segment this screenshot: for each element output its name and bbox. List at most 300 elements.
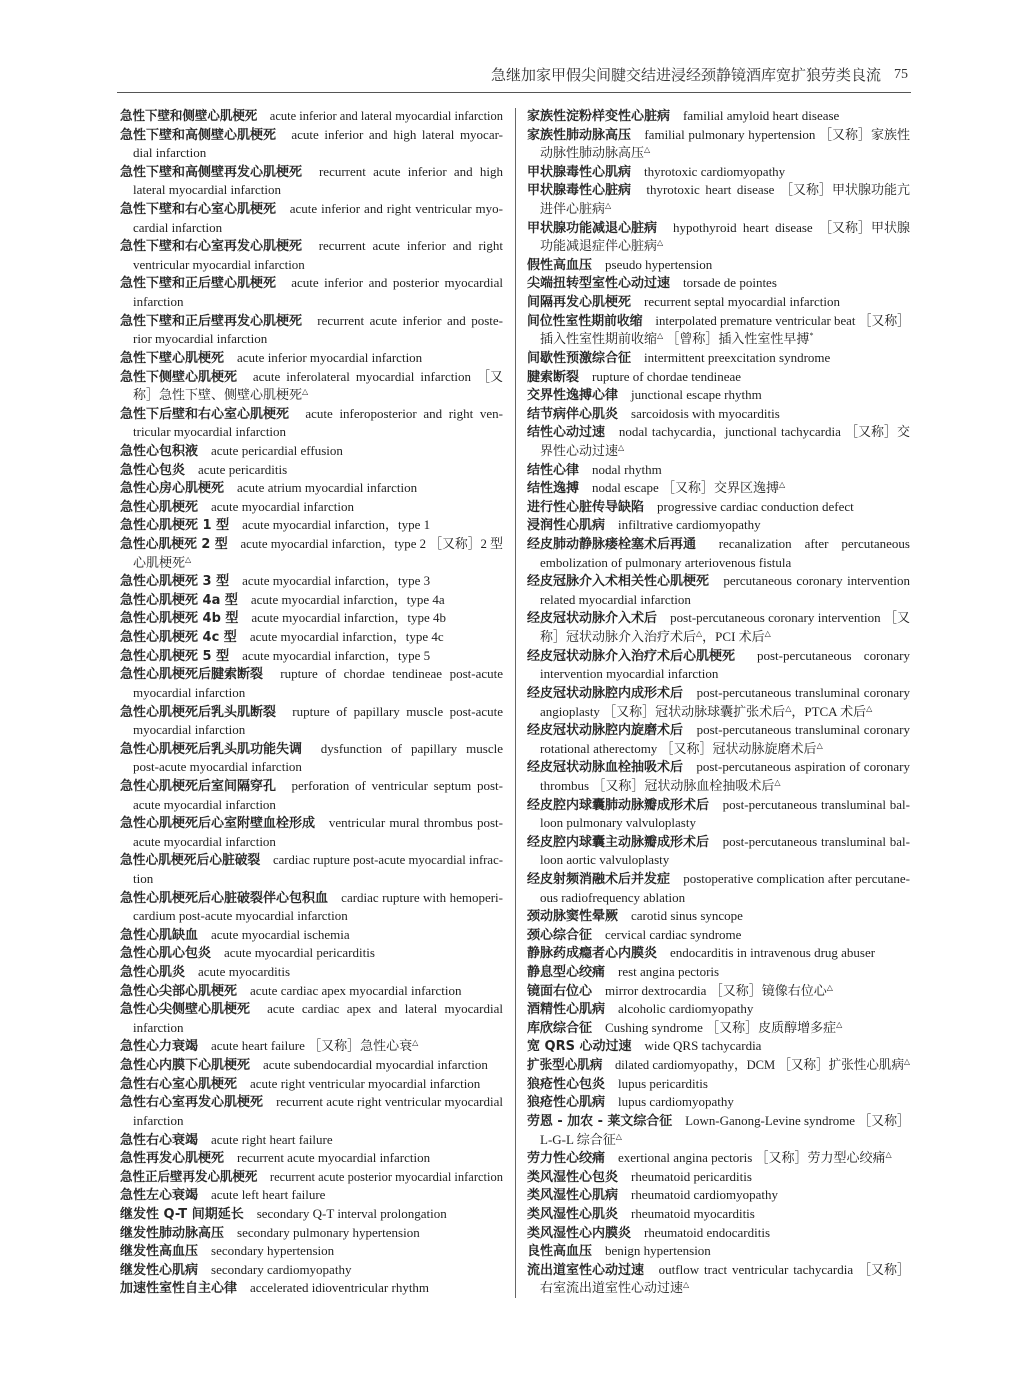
entry-line [527,982,910,1001]
entry-term-chinese: 经皮肺动静脉瘘栓塞术后再通 [527,537,697,553]
entry-continuation: loon pulmonary valvuloplasty [540,815,696,831]
dictionary-entry [120,740,503,777]
entry-term-chinese: 结性心律 [527,462,580,478]
entry-term-english: torsade de pointes [683,275,777,291]
entry-line [120,1149,503,1168]
entry-line-text [527,479,785,499]
entry-line-text [120,665,503,685]
entry-line [120,1093,503,1112]
dictionary-entry [527,368,910,387]
entry-continuation: 称］急性下壁、侧壁心肌梗死△ [133,387,309,403]
entry-line [120,237,503,256]
entry-term-chinese: 经皮腔内球囊主动脉瓣成形术后 [527,834,710,850]
entry-term-english: post-percutaneous transluminal coronary [696,684,910,700]
entry-term-chinese: 交界性逸搏心律 [527,388,619,404]
dictionary-entry [120,982,503,1001]
entry-line [527,870,910,889]
alias-mark: △ [605,201,612,211]
entry-line-text [120,926,350,946]
alias-mark: △ [785,703,792,713]
dictionary-entry [120,1261,503,1280]
dictionary-entry [527,1037,910,1056]
entry-term-english: Lown-Ganong-Levine syndrome ［又称］ [685,1112,910,1128]
entry-line-text [527,1037,761,1057]
entry-term-chinese: 间位性室性期前收缩 [527,313,643,329]
entry-term-english: post-percutaneous transluminal bal- [722,833,910,849]
dictionary-entry [527,796,910,833]
dictionary-entry [120,442,503,461]
entry-line-text [120,535,503,555]
entry-term-chinese: 急性下壁和侧壁心肌梗死 [120,109,258,124]
entry-line-text [120,405,503,425]
entry-line-text [527,684,910,704]
entry-term-chinese: 急性心肌梗死 4b 型 [120,611,239,627]
dictionary-entry [527,1000,910,1019]
entry-line [527,219,910,238]
entry-line [120,1261,503,1280]
entry-line [527,405,910,424]
entry-term-english: familial pulmonary hypertension ［又称］家族性 [644,126,910,142]
alias-mark: △ [412,1038,419,1048]
entry-term-english: post-percutaneous coronary [756,647,910,663]
entry-line-text [527,312,910,332]
entry-term-chinese: 甲状腺毒性心脏病 [527,183,632,199]
entry-line-text [527,1186,778,1206]
entry-term-english: thyrotoxic cardiomyopathy [644,163,786,179]
entry-term-chinese: 急性心内膜下心肌梗死 [120,1058,251,1074]
entry-line [120,609,503,628]
entry-term-english: acute myocardial infarction [211,498,354,514]
entry-term-english: progressive cardiac conduction defect [657,498,854,514]
entry-term-english: post-percutaneous coronary intervention ［又 [670,610,910,626]
entry-line [527,814,910,833]
entry-term-chinese: 经皮冠状动脉血栓抽吸术后 [527,760,684,776]
entry-line-text [120,982,462,1002]
dictionary-entry [120,1205,503,1224]
entry-term-chinese: 经皮冠状动脉介入治疗术后心肌梗死 [527,648,736,664]
entry-term-chinese: 继发性高血压 [120,1244,199,1260]
entry-line [120,982,503,1001]
entry-line-text [120,107,503,127]
entry-term-english: acute subendocardial myocardial infarction [263,1057,488,1073]
dictionary-entry [527,256,910,275]
entry-continuation: infarction [133,1112,184,1128]
entry-line [527,330,910,349]
entry-line-text [120,1224,420,1244]
entry-term-chinese: 急性心肌缺血 [120,927,199,943]
entry-term-chinese: 经皮冠状动脉介入术后 [527,611,658,627]
entry-line [120,796,503,815]
entry-line-text [120,703,503,723]
entry-term-english: recurrent acute inferior and right [318,238,503,254]
entry-continuation: myocardial infarction [133,722,246,738]
dictionary-entry [527,926,910,945]
entry-term-english: lupus pericarditis [618,1075,708,1091]
entry-line [120,963,503,982]
alias-mark: △ [779,480,786,490]
entry-line [120,144,503,163]
dictionary-entry [120,1075,503,1094]
dictionary-entry [527,833,910,870]
entry-continuation: dial infarction [133,145,207,161]
entry-line [527,721,910,740]
entry-line-text [120,126,503,146]
alias-mark: △ [618,442,625,452]
entry-term-english: acute pericarditis [198,461,288,477]
entry-line [120,665,503,684]
entry-term-chinese: 急性心尖侧壁心肌梗死 [120,1002,251,1018]
entry-line [120,1019,503,1038]
alias-mark: △ [657,238,664,248]
entry-line [527,833,910,852]
entry-term-english: rheumatoid pericarditis [631,1168,752,1184]
entry-term-english: rheumatoid endocarditis [644,1224,771,1240]
entry-line-text [527,1075,708,1095]
entry-line [527,423,910,442]
dictionary-entry [527,1056,910,1075]
entry-line [120,312,503,331]
entry-term-english: acute cardiac apex and lateral myocardial [267,1001,503,1017]
entry-term-chinese: 经皮射频消融术后并发症 [527,871,671,887]
entry-continuation: embolization of pulmonary arteriovenous fistula [540,554,792,570]
entry-line [527,647,910,666]
entry-line-text [527,1000,753,1020]
entry-line-text [527,498,854,518]
entry-line [527,479,910,498]
dictionary-entry [527,1075,910,1094]
entry-line-text [120,591,445,611]
entry-line-text [120,1075,480,1095]
entry-term-chinese: 流出道室性心动过速 [527,1262,645,1278]
entry-line [527,554,910,573]
entry-term-chinese: 家族性淀粉样变性心脏病 [527,109,671,124]
entry-term-english: percutaneous coronary intervention [723,573,910,589]
entry-term-english: acute myocarditis [198,964,291,980]
entry-continuation: 心肌梗死△ [133,554,192,570]
entry-line [527,293,910,312]
entry-term-english: post-percutaneous transluminal bal- [722,796,910,812]
entry-term-chinese: 急性心肌梗死 1 型 [120,518,230,534]
entry-term-english: hypothyroid heart disease ［又称］甲状腺 [673,219,910,235]
entry-term-chinese: 类风湿性心包炎 [527,1169,619,1185]
entry-term-chinese: 结性逸搏 [527,481,580,497]
entry-line-text [527,721,910,741]
entry-line-text [527,1205,755,1225]
entry-line [527,1224,910,1243]
entry-line [527,740,910,759]
entry-line-text [527,1149,892,1169]
entry-term-chinese: 急性心肌心包炎 [120,946,212,962]
entry-line-text [527,181,910,201]
entry-term-english: acute inferior and lateral myocardial infarction [269,108,503,123]
entry-term-chinese: 急性心肌梗死 [120,499,199,515]
entry-line [527,665,910,684]
entry-term-english: rest angina pectoris [618,964,720,980]
entry-term-chinese: 急性心肌炎 [120,965,186,981]
alias-mark: △ [185,554,192,564]
dictionary-entry [120,1037,503,1056]
dictionary-entry [527,1186,910,1205]
entry-line [527,442,910,461]
entry-term-chinese: 结性心动过速 [527,425,606,441]
dictionary-entry [120,126,503,163]
entry-line [120,293,503,312]
entry-line [120,684,503,703]
entry-continuation: infarction [133,1019,184,1035]
entry-term-english: perforation of ventricular septum post- [291,777,503,793]
entry-term-english: intermittent preexcitation syndrome [644,349,831,365]
entry-line-text [120,237,503,257]
entry-term-chinese: 结节病伴心肌炎 [527,406,619,422]
entry-term-chinese: 急性左心衰竭 [120,1188,199,1204]
entry-term-english: acute myocardial infarction，type 3 [242,573,431,589]
entry-line-text [527,1242,711,1262]
alias-mark: △ [866,703,873,713]
entry-continuation: rotational atherectomy ［又称］冠状动脉旋磨术后△ [540,740,823,756]
entry-line-text [527,1168,752,1188]
dictionary-entry [120,479,503,498]
entry-term-english: secondary cardiomyopathy [211,1261,352,1277]
former-name-mark: * [809,331,814,341]
entry-line-text [527,256,712,276]
alias-mark: △ [764,629,771,639]
entry-line [527,144,910,163]
dictionary-entry [527,572,910,609]
entry-term-chinese: 酒精性心肌病 [527,1002,606,1018]
entry-line [527,1186,910,1205]
entry-line [527,758,910,777]
entry-line-text [120,851,503,871]
alias-mark: △ [683,1280,690,1290]
entry-term-english: nodal tachycardia，junctional tachycardia ［又称］交 [618,424,910,440]
entry-line [120,758,503,777]
entry-line-text [527,1112,910,1132]
entry-term-english: alcoholic cardiomyopathy [618,1001,754,1017]
entry-line [527,126,910,145]
entry-term-chinese: 经皮冠状动脉腔内成形术后 [527,685,684,701]
entry-line [120,200,503,219]
entry-term-chinese: 急性心力衰竭 [120,1039,199,1055]
entry-line [120,181,503,200]
entry-line [120,591,503,610]
entry-term-chinese: 急性心肌梗死 2 型 [120,537,228,553]
entry-term-english: acute myocardial infarction，type 1 [242,517,431,533]
column-divider [515,108,516,1298]
entry-line-text [120,1205,447,1225]
entry-continuation: tricular myocardial infarction [133,424,287,440]
entry-term-english: pseudo hypertension [605,256,713,272]
entry-line [120,274,503,293]
entry-term-chinese: 继发性 Q-T 间期延长 [120,1206,244,1222]
entry-term-english: rupture of papillary muscle post-acute [292,703,503,719]
entry-line [527,926,910,945]
entry-line-text [527,516,761,536]
entry-line [120,572,503,591]
entry-line-text [527,944,875,964]
entry-term-english: acute inferior myocardial infarction [237,349,423,365]
entry-continuation: acute myocardial infarction [133,796,276,812]
entry-continuation: thrombus ［又称］冠状动脉血栓抽吸术后△ [540,777,781,793]
entry-term-english: post-percutaneous aspiration of coronary [696,759,910,775]
alias-mark: △ [826,982,833,992]
entry-line [527,1279,910,1298]
entry-line [120,814,503,833]
dictionary-entry [120,1056,503,1075]
entry-line [527,1056,910,1075]
entry-line [120,498,503,517]
entry-line-text [527,293,840,313]
header-rule [117,92,911,93]
entry-line-text [120,1186,325,1206]
entry-term-chinese: 宽 QRS 心动过速 [527,1039,632,1055]
entry-line [527,907,910,926]
entry-line-text [527,796,910,816]
entry-term-english: ventricular mural thrombus post- [328,815,503,831]
entry-term-chinese: 急性心肌梗死后室间隔穿孔 [120,778,277,794]
dictionary-entry [527,1242,910,1261]
dictionary-entry [527,386,910,405]
entry-line [120,1186,503,1205]
dictionary-entry [527,982,910,1001]
dictionary-entry [120,1279,503,1298]
dictionary-entry [527,293,910,312]
dictionary-entry [120,1168,503,1187]
entry-line [120,368,503,387]
dictionary-entry [120,163,503,200]
entry-term-english: acute right heart failure [211,1131,333,1147]
alias-mark: △ [657,331,664,341]
entry-term-chinese: 假性高血压 [527,257,593,273]
dictionary-entry [120,926,503,945]
entry-term-chinese: 继发性肺动脉高压 [120,1225,225,1241]
entry-line-text [120,349,422,369]
dictionary-entry [120,1000,503,1037]
entry-term-chinese: 狼疮性心包炎 [527,1076,606,1092]
entry-term-chinese: 急性心肌梗死后心室附壁血栓形成 [120,816,316,832]
entry-line [527,237,910,256]
dictionary-entry [120,591,503,610]
entry-term-english: acute inferoposterior and right ven- [305,405,503,421]
entry-line [120,535,503,554]
dictionary-entry [120,703,503,740]
entry-term-chinese: 进行性心脏传导缺陷 [527,499,645,515]
entry-continuation: rior myocardial infarction [133,331,268,347]
entry-line [120,1205,503,1224]
dictionary-entry [120,535,503,572]
entry-continuation: 右室流出道室性心动过速△ [540,1280,690,1296]
entry-line [120,405,503,424]
entry-term-english: recanalization after percutaneous [718,536,910,552]
entry-line-text [120,647,430,667]
entry-continuation: 称］冠状动脉介入治疗术后△，PCI 术后△ [540,629,771,645]
entry-line-text [527,461,662,481]
entry-line-text [120,368,503,388]
dictionary-entry [120,1149,503,1168]
dictionary-entry [527,349,910,368]
dictionary-entry [527,219,910,256]
entry-line-text [120,1168,503,1188]
entry-line [527,1149,910,1168]
dictionary-entry [527,907,910,926]
dictionary-entry [527,1149,910,1168]
entry-line-text [120,1261,351,1281]
entry-term-english: secondary hypertension [211,1243,335,1259]
entry-term-chinese: 急性心肌梗死后乳头肌断裂 [120,704,277,720]
entry-continuation: cardium post-acute myocardial infarction [133,908,348,924]
entry-term-chinese: 颈动脉窦性晕厥 [527,909,619,925]
entry-line [527,516,910,535]
entry-term-chinese: 急性心包炎 [120,462,186,478]
entry-continuation: tion [133,870,154,886]
dictionary-entry [120,1186,503,1205]
entry-line-text [120,200,503,220]
entry-line-text [120,572,430,592]
entry-line [120,461,503,480]
entry-term-chinese: 急性心肌梗死 3 型 [120,574,230,590]
entry-term-chinese: 劳力性心绞痛 [527,1151,606,1167]
entry-continuation: intervention myocardial infarction [540,666,719,682]
entry-term-english: thyrotoxic heart disease ［又称］甲状腺功能亢 [646,182,910,198]
entry-term-chinese: 急性正后壁再发心肌梗死 [120,1169,258,1185]
entry-line-text [527,219,910,239]
entry-line-text [120,1242,334,1262]
entry-line [120,777,503,796]
entry-term-chinese: 类风湿性心内膜炎 [527,1225,632,1241]
entry-line [527,628,910,647]
entry-term-english: nodal escape ［又称］交界区逸搏△ [592,480,786,496]
entry-line [527,1112,910,1131]
entry-line-text [527,405,780,425]
dictionary-entry [527,405,910,424]
entry-term-chinese: 急性再发心肌梗死 [120,1151,225,1167]
entry-line-text [120,777,503,797]
dictionary-entry [527,1019,910,1038]
entry-line [527,591,910,610]
entry-term-english: cervical cardiac syndrome [605,926,742,942]
dictionary-entry [120,665,503,702]
dictionary-entry [120,516,503,535]
entry-line [527,684,910,703]
entry-term-english: acute heart failure ［又称］急性心衰△ [211,1038,419,1054]
entry-term-chinese: 急性心肌梗死后心脏破裂伴心包积血 [120,890,329,906]
dictionary-entry [527,684,910,721]
entry-line [527,1261,910,1280]
entry-line [120,107,503,126]
entry-line-text [120,163,503,183]
entry-line-text [527,1019,842,1039]
entry-continuation: 动脉性肺动脉高压△ [540,145,651,161]
entry-term-english: postoperative complication after percutane- [683,870,910,886]
dictionary-entry [527,126,910,163]
entry-line-text [120,1000,503,1020]
entry-line [527,107,910,126]
entry-term-english: recurrent acute myocardial infarction [237,1150,431,1166]
entry-term-chinese: 急性下后壁和右心室心肌梗死 [120,406,290,422]
entry-line [120,740,503,759]
entry-line-text [527,274,777,294]
dictionary-entry [527,274,910,293]
left-column [120,107,503,1298]
entry-term-english: accelerated idioventricular rhythm [250,1280,430,1296]
entry-line [527,703,910,722]
entry-term-english: mirror dextrocardia ［又称］镜像右位心△ [605,982,833,998]
entry-term-english: recurrent acute inferior and poste- [317,312,503,328]
dictionary-entry [120,609,503,628]
dictionary-entry [120,851,503,888]
entry-term-english: recurrent acute inferior and high [318,163,503,179]
entry-line [120,1242,503,1261]
entry-line [527,256,910,275]
